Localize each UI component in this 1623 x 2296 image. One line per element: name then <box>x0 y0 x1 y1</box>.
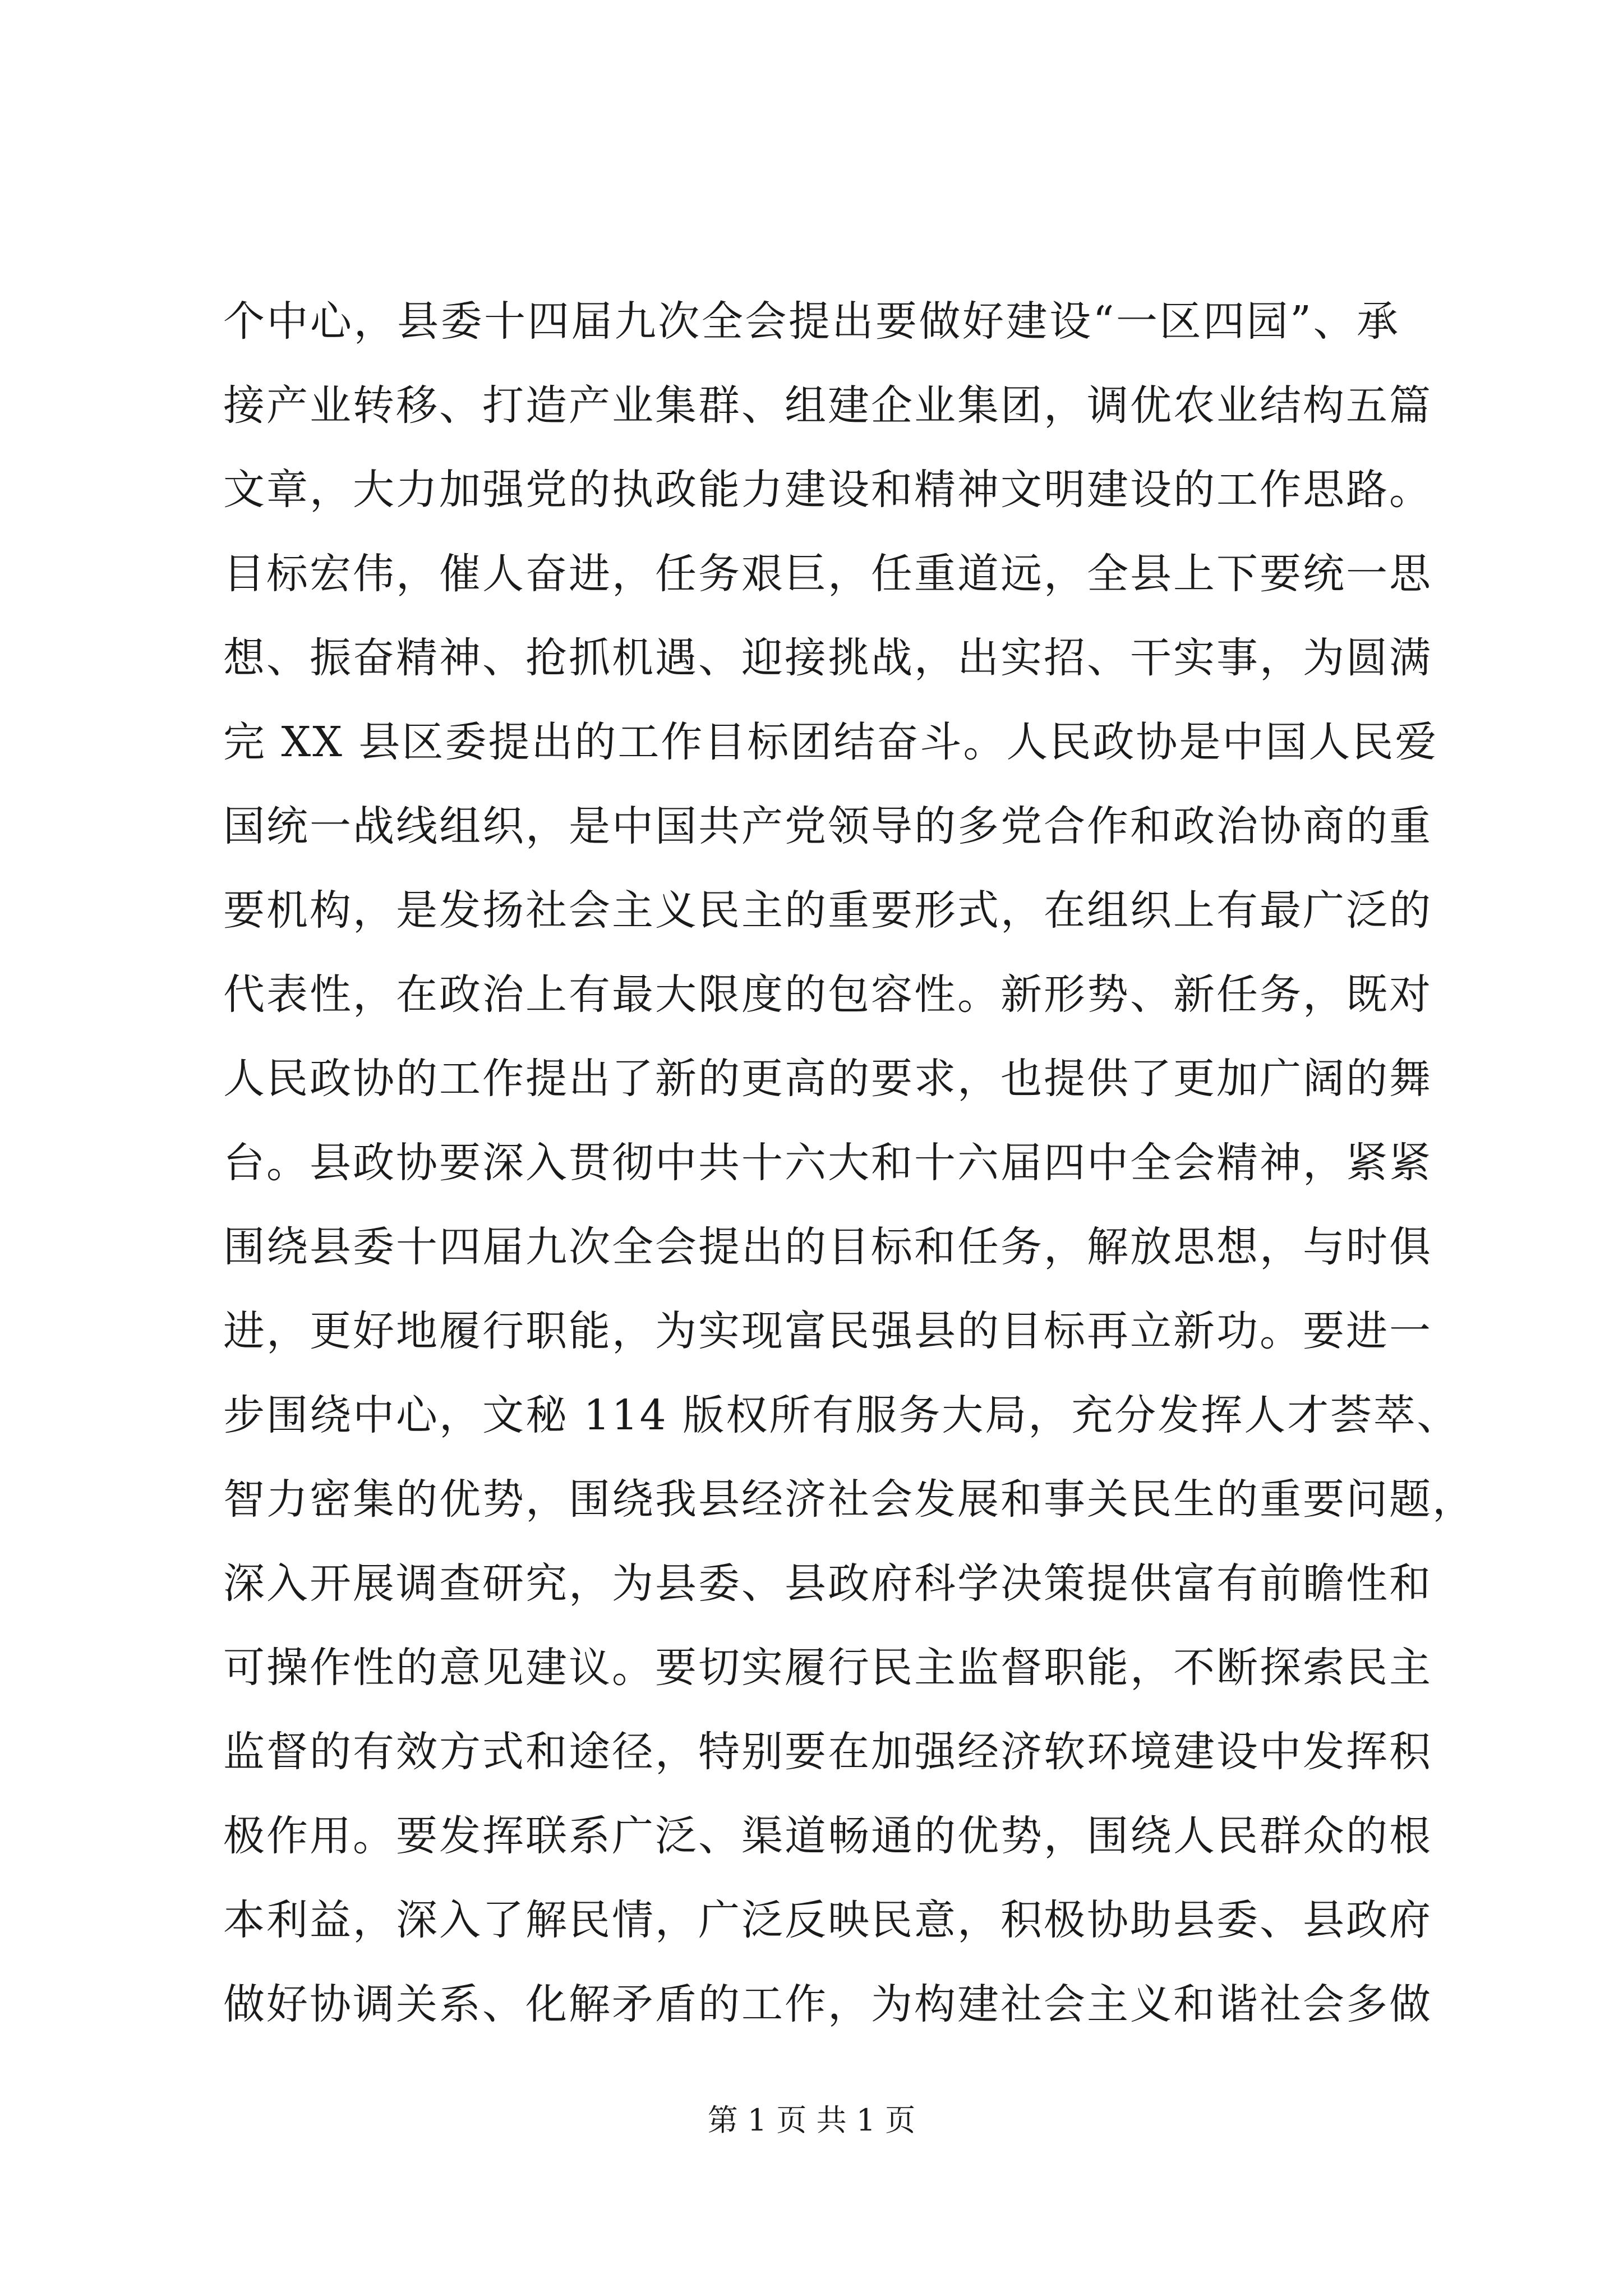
text-line: 要机构，是发扬社会主义民主的重要形式，在组织上有最广泛的 <box>223 886 1432 935</box>
text-line: 接产业转移、打造产业集群、组建企业集团，调优农业结构五篇 <box>223 381 1432 430</box>
text-line: 极作用。要发挥联系广泛、渠道畅通的优势，围绕人民群众的根 <box>223 1812 1432 1860</box>
text-line: 个中心，县委十四届九次全会提出要做好建设“一区四园”、承 <box>223 297 1400 346</box>
page-footer: 第 1 页 共 1 页 <box>707 2102 916 2138</box>
body-text <box>223 279 1476 2046</box>
text-line: 可操作性的意见建议。要切实履行民主监督职能，不断探索民主 <box>223 1644 1432 1692</box>
text-line: 围绕县委十四届九次全会提出的目标和任务，解放思想，与时俱 <box>223 1223 1432 1271</box>
text-line: 想、振奋精神、抢抓机遇、迎接挑战，出实招、干实事，为圆满 <box>223 634 1432 682</box>
text-line: 步围绕中心，文秘 114 版权所有服务大局，充分发挥人才荟萃、 <box>223 1391 1460 1439</box>
text-line: 进，更好地履行职能，为实现富民强县的目标再立新功。要进一 <box>223 1307 1432 1355</box>
text-line: 深入开展调查研究，为县委、县政府科学决策提供富有前瞻性和 <box>223 1559 1432 1608</box>
text-line: 做好协调关系、化解矛盾的工作，为构建社会主义和谐社会多做 <box>223 1980 1432 2028</box>
text-line: 智力密集的优势，围绕我县经济社会发展和事关民生的重要问题， <box>223 1475 1476 1524</box>
text-line: 国统一战线组织，是中国共产党领导的多党合作和政治协商的重 <box>223 802 1432 850</box>
text-line: 本利益，深入了解民情，广泛反映民意，积极协助县委、县政府 <box>223 1896 1432 1944</box>
text-line: 监督的有效方式和途径，特别要在加强经济软环境建设中发挥积 <box>223 1728 1432 1776</box>
text-line: 目标宏伟，催人奋进，任务艰巨，任重道远，全县上下要统一思 <box>223 550 1432 598</box>
text-line: 人民政协的工作提出了新的更高的要求，也提供了更加广阔的舞 <box>223 1055 1432 1103</box>
text-line: 文章，大力加强党的执政能力建设和精神文明建设的工作思路。 <box>223 466 1432 514</box>
text-line: 代表性，在政治上有最大限度的包容性。新形势、新任务，既对 <box>223 970 1432 1019</box>
text-line: 完 XX 县区委提出的工作目标团结奋斗。人民政协是中国人民爱 <box>223 718 1438 766</box>
text-line: 台。县政协要深入贯彻中共十六大和十六届四中全会精神，紧紧 <box>223 1139 1432 1187</box>
